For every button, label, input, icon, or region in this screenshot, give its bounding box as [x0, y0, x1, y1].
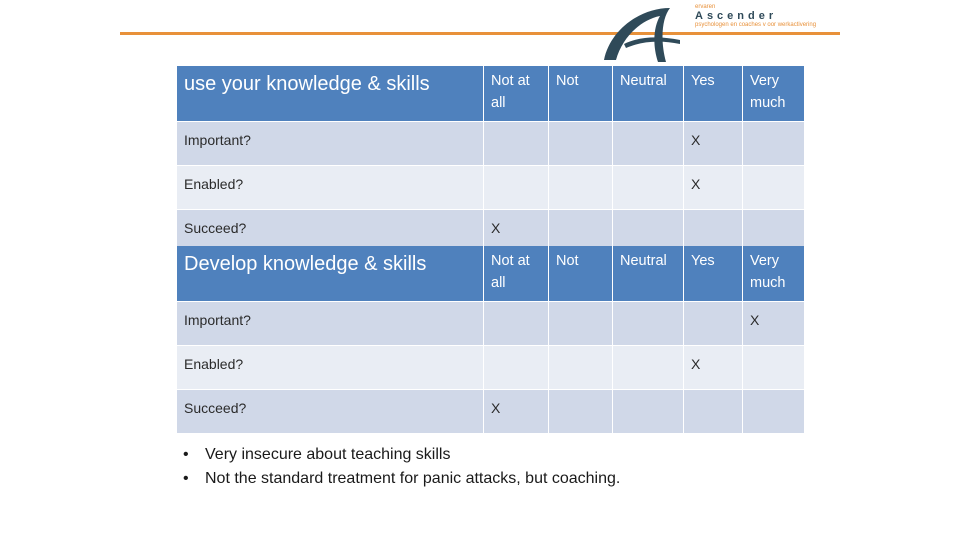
table-row: [177, 390, 804, 434]
row-label: Important?: [177, 122, 484, 166]
row-label: Important?: [177, 302, 484, 346]
rating-cell: [743, 166, 804, 210]
table-title: Develop knowledge & skills: [177, 246, 484, 302]
scale-not: Not: [549, 66, 613, 122]
rating-cell: [613, 122, 684, 166]
rating-cell: [613, 302, 684, 346]
scale-not-at-all: Not at all: [484, 66, 549, 122]
bullet-text: Not the standard treatment for panic attacks, but coaching.: [205, 470, 621, 487]
scale-not: Not: [549, 246, 613, 302]
rating-table-develop-skills: [177, 246, 804, 434]
row-label: Enabled?: [177, 166, 484, 210]
logo-name: Ascender: [695, 10, 778, 22]
table-header-row: [177, 246, 804, 302]
scale-not-at-all: Not at all: [484, 246, 549, 302]
rating-cell: X: [484, 390, 549, 434]
rating-cell: [484, 166, 549, 210]
rating-cell: [484, 346, 549, 390]
table-title: use your knowledge & skills: [177, 66, 484, 122]
scale-very-much: Very much: [743, 66, 804, 122]
rating-cell: [549, 390, 613, 434]
rating-cell: X: [684, 346, 743, 390]
rating-cell: X: [743, 302, 804, 346]
table-row: [177, 166, 804, 210]
rating-cell: [549, 302, 613, 346]
scale-yes: Yes: [684, 246, 743, 302]
scale-neutral: Neutral: [613, 66, 684, 122]
rating-cell: [684, 302, 743, 346]
rating-cell: [549, 166, 613, 210]
row-label: Succeed?: [177, 210, 484, 254]
ascender-logo-mark-icon: [600, 0, 692, 68]
rating-cell: [743, 122, 804, 166]
scale-yes: Yes: [684, 66, 743, 122]
rating-cell: [613, 166, 684, 210]
ascender-logo: [600, 0, 840, 68]
rating-cell: [484, 122, 549, 166]
list-item: [183, 443, 620, 467]
rating-cell: [613, 390, 684, 434]
rating-cell: [743, 346, 804, 390]
rating-cell: [549, 122, 613, 166]
rating-cell: [613, 346, 684, 390]
table-row: [177, 346, 804, 390]
rating-cell: X: [684, 122, 743, 166]
scale-very-much: Very much: [743, 246, 804, 302]
table-row: [177, 122, 804, 166]
bullet-icon: •: [183, 470, 189, 487]
table-header-row: [177, 66, 804, 122]
scale-neutral: Neutral: [613, 246, 684, 302]
logo-small-text: ervaren: [695, 4, 716, 10]
rating-cell: [743, 390, 804, 434]
list-item: [183, 467, 620, 491]
logo-tagline: psychologen en coaches v oor werkactivering: [695, 22, 817, 28]
rating-cell: X: [484, 210, 549, 254]
table-row: [177, 302, 804, 346]
rating-cell: X: [684, 166, 743, 210]
row-label: Succeed?: [177, 390, 484, 434]
bullet-text: Very insecure about teaching skills: [205, 446, 451, 463]
row-label: Enabled?: [177, 346, 484, 390]
bullet-icon: •: [183, 446, 189, 463]
rating-cell: [549, 346, 613, 390]
rating-cell: [684, 390, 743, 434]
notes-bullet-list: [183, 443, 620, 491]
rating-table-use-skills: [177, 66, 804, 254]
rating-cell: [484, 302, 549, 346]
